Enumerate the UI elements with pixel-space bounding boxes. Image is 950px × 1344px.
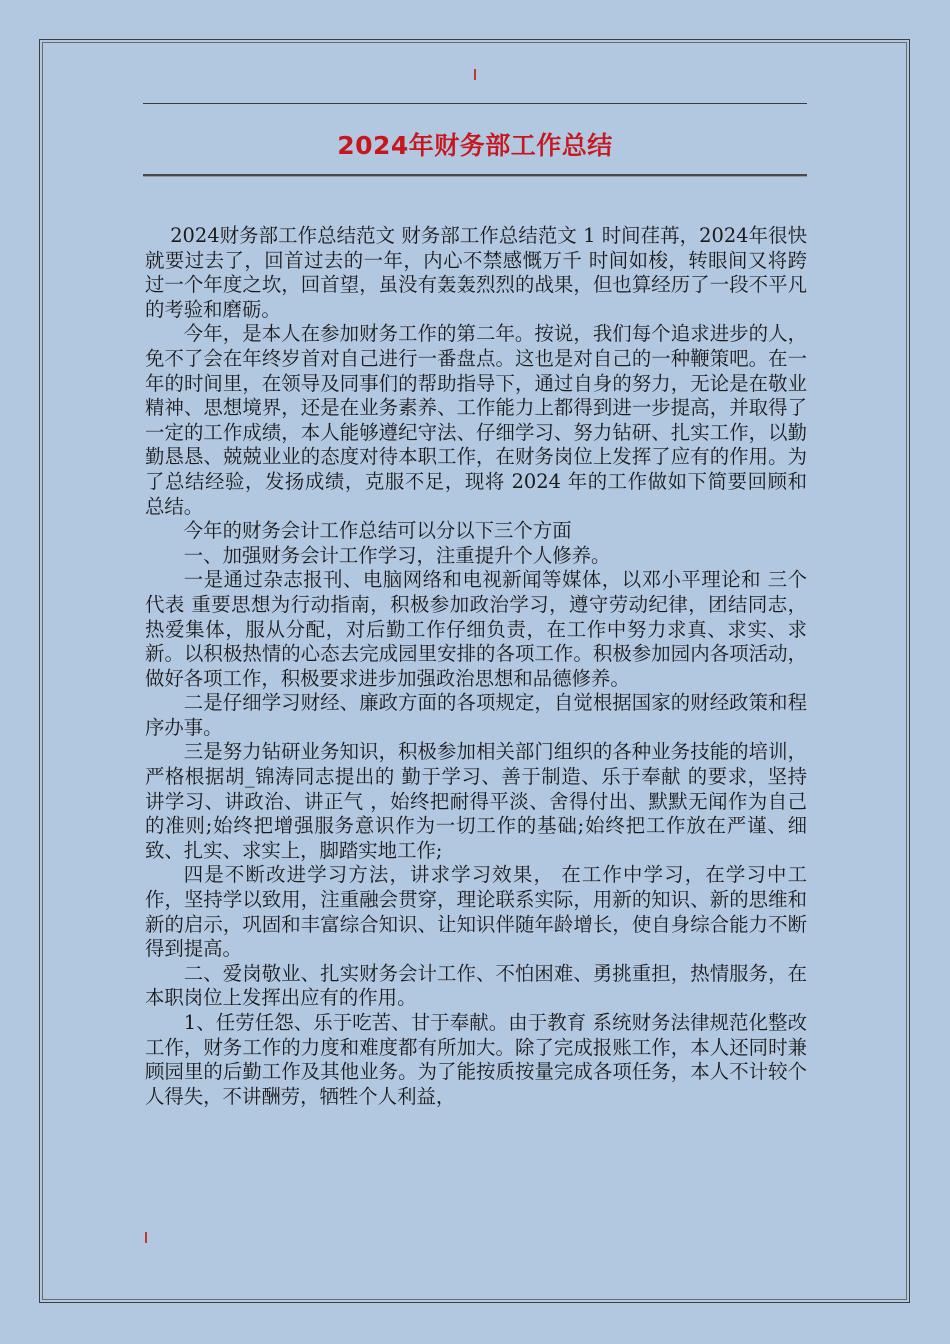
footer-margin-mark [145, 1232, 147, 1243]
paragraph-point-one: 一是通过杂志报刊、电脑网络和电视新闻等媒体，以邓小平理论和 三个代表 重要思想为行动指南，积极参加政治学习，遵守劳动纪律，团结同志，热爱集体，服从分配，对后勤工作仔细负责，在工作中努力求真、求实、求新。以积极热情的心态去完成园里安排的各项工作。积极参加园内各项活动，做好各项工作，积极要求进步加强政治思想和品德修养。 [145, 568, 807, 690]
paragraph-item-one: 1、任劳任怨、乐于吃苦、甘于奉献。由于教育 系统财务法律规范化整改工作，财务工作的力度和难度都有所加大。除了完成报账工作，本人还同时兼顾园里的后勤工作及其他业务。为了能按质按量完成各项任务，本人不计较个人得失，不讲酬劳，牺牲个人利益， [145, 1011, 807, 1108]
header-rule [143, 103, 807, 104]
paragraph-three-aspects: 今年的财务会计工作总结可以分以下三个方面 [183, 519, 572, 543]
paragraph-point-four: 四是不断改进学习方法，讲求学习效果， 在工作中学习，在学习中工作，坚持学以致用，注重融会贯穿，理论联系实际，用新的知识、新的思维和新的启示，巩固和丰富综合知识、让知识伴随年龄增长，使自身综合能力不断得到提高。 [145, 863, 807, 961]
paragraph-intro: 2024财务部工作总结范文 财务部工作总结范文 1 时间荏苒，2024年很快就要过去了，回首过去的一年，内心不禁感慨万千 时间如梭，转眼间又将跨过一个年度之坎，回首望，虽没有轰轰烈烈的战果，但也算经历了一段不平凡的考验和磨砺。 [145, 224, 807, 321]
header-margin-mark [474, 69, 476, 80]
paragraph-point-three: 三是努力钻研业务知识，积极参加相关部门组织的各种业务技能的培训，严格根据胡_锦涛同志提出的 勤于学习、善于制造、乐于奉献 的要求，坚持 讲学习、讲政治、讲正气 ，始终把耐得平淡、舍得付出、默默无闻作为自己的准则;始终把增强服务意识作为一切工作的基础;始终把工作放在严谨、细致、扎实、求实上，脚踏实地工作; [145, 740, 807, 862]
document-title: 2024年财务部工作总结 [337, 131, 613, 160]
title-underline [143, 174, 807, 176]
document-body [145, 224, 807, 1109]
heading-section-two: 二、爱岗敬业、扎实财务会计工作、不怕困难、勇挑重担，热情服务，在本职岗位上发挥出应有的作用。 [145, 961, 807, 1010]
paragraph-point-two: 二是仔细学习财经、廉政方面的各项规定，自觉根据国家的财经政策和程序办事。 [145, 691, 807, 739]
heading-section-one: 一、加强财务会计工作学习，注重提升个人修养。 [183, 543, 611, 567]
paragraph-second-year: 今年，是本人在参加财务工作的第二年。按说，我们每个追求进步的人，免不了会在年终岁首对自己进行一番盘点。这也是对自己的一种鞭策吧。在一年的时间里，在领导及同事们的帮助指导下，通过自身的努力，无论是在敬业精神、思想境界，还是在业务素养、工作能力上都得到进一步提高，并取得了一定的工作成绩，本人能够遵纪守法、仔细学习、努力钻研、扎实工作，以勤勤恳恳、兢兢业业的态度对待本职工作，在财务岗位上发挥了应有的作用。为了总结经验，发扬成绩，克服不足，现将 2024 年的工作做如下简要回顾和总结。 [145, 322, 807, 518]
